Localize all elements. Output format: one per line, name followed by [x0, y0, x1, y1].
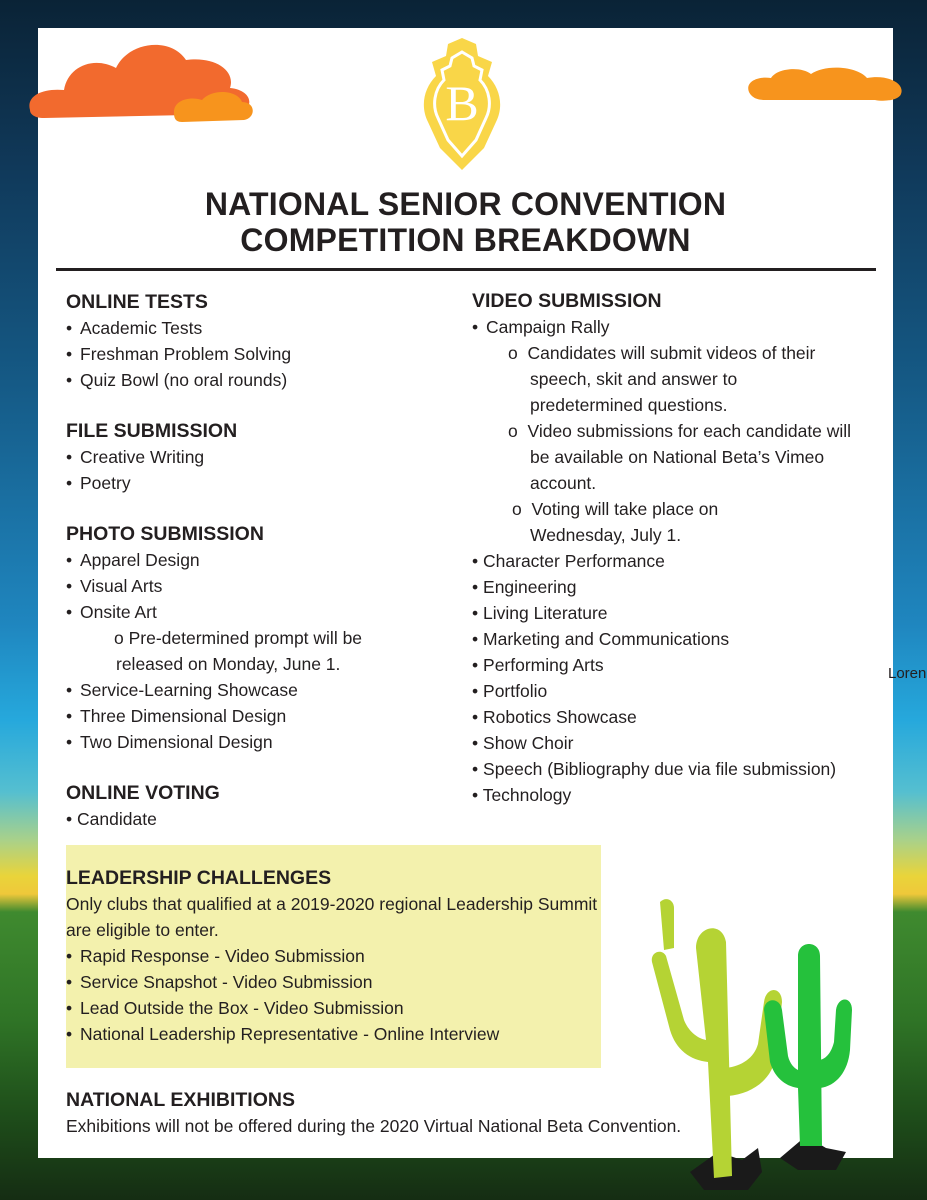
list-item: • Show Choir — [472, 733, 574, 753]
cactus-small — [764, 944, 822, 1146]
list-item: • Quiz Bowl (no oral rounds) — [66, 370, 288, 390]
list-item: • Onsite Art — [66, 602, 157, 622]
sub-list-item: o Pre-determined prompt will be — [114, 628, 363, 648]
sub-list-item-cont: speech, skit and answer to — [530, 369, 738, 389]
list-item: • Campaign Rally — [472, 317, 610, 337]
online-voting-heading: ONLINE VOTING — [66, 782, 220, 804]
sub-list-item-cont: account. — [530, 473, 597, 493]
exhibitions-text: Exhibitions will not be offered during the 2020 Virtual National Beta Convention. — [66, 1116, 682, 1136]
list-item: • Apparel Design — [66, 550, 200, 570]
page-title — [38, 186, 893, 258]
list-item: • Service Snapshot - Video Submission — [66, 972, 373, 992]
leadership-intro-cont: are eligible to enter. — [66, 920, 219, 940]
list-item: • Poetry — [66, 473, 131, 493]
list-item: • Two Dimensional Design — [66, 732, 273, 752]
list-item: • Three Dimensional Design — [66, 706, 287, 726]
stray-text: Loren — [888, 665, 927, 682]
photo-submission-heading: PHOTO SUBMISSION — [66, 523, 264, 545]
leadership-intro: Only clubs that qualified at a 2019-2020 regional Leadership Summit — [66, 894, 598, 914]
sub-list-item: o Video submissions for each candidate will — [508, 421, 852, 441]
cloud-right — [745, 64, 907, 104]
list-item: • Service-Learning Showcase — [66, 680, 298, 700]
list-item: • Academic Tests — [66, 318, 203, 338]
sub-list-item-cont: released on Monday, June 1. — [116, 654, 341, 674]
list-item: • Character Performance — [472, 551, 665, 571]
list-item: • Candidate — [66, 809, 157, 829]
cactus-illustration — [630, 890, 870, 1200]
list-item: • Visual Arts — [66, 576, 163, 596]
sub-list-item: o Voting will take place on — [512, 499, 719, 519]
title-divider — [56, 268, 876, 271]
list-item: • Lead Outside the Box - Video Submission — [66, 998, 404, 1018]
leadership-section — [66, 865, 601, 1047]
exhibitions-heading: NATIONAL EXHIBITIONS — [66, 1089, 295, 1111]
list-item: • Robotics Showcase — [472, 707, 637, 727]
sub-list-item-cont: predetermined questions. — [530, 395, 728, 415]
sub-list-item-cont: be available on National Beta’s Vimeo — [530, 447, 825, 467]
list-item: • Marketing and Communications — [472, 629, 730, 649]
title-line-2: COMPETITION BREAKDOWN — [240, 222, 691, 258]
sub-list-item: o Candidates will submit videos of their — [508, 343, 816, 363]
beta-crest-logo — [418, 36, 506, 172]
crest-letter: B — [445, 75, 479, 131]
list-item: • Engineering — [472, 577, 577, 597]
left-column — [66, 289, 446, 832]
online-tests-heading: ONLINE TESTS — [66, 291, 208, 313]
list-item: • National Leadership Representative - Online Interview — [66, 1024, 500, 1044]
list-item: • Performing Arts — [472, 655, 604, 675]
list-item: • Speech (Bibliography due via file submission) — [472, 759, 837, 779]
video-submission-heading: VIDEO SUBMISSION — [472, 290, 662, 312]
title-line-1: NATIONAL SENIOR CONVENTION — [204, 186, 727, 222]
list-item: • Rapid Response - Video Submission — [66, 946, 365, 966]
list-item: • Freshman Problem Solving — [66, 344, 292, 364]
sub-list-item-cont: Wednesday, July 1. — [530, 525, 682, 545]
leadership-heading: LEADERSHIP CHALLENGES — [66, 867, 332, 889]
cactus-large — [652, 928, 732, 1178]
list-item: • Portfolio — [472, 681, 548, 701]
cloud-left — [24, 30, 260, 126]
list-item: • Technology — [472, 785, 572, 805]
file-submission-heading: FILE SUBMISSION — [66, 420, 238, 442]
list-item: • Creative Writing — [66, 447, 205, 467]
list-item: • Living Literature — [472, 603, 608, 623]
right-column — [472, 288, 872, 808]
